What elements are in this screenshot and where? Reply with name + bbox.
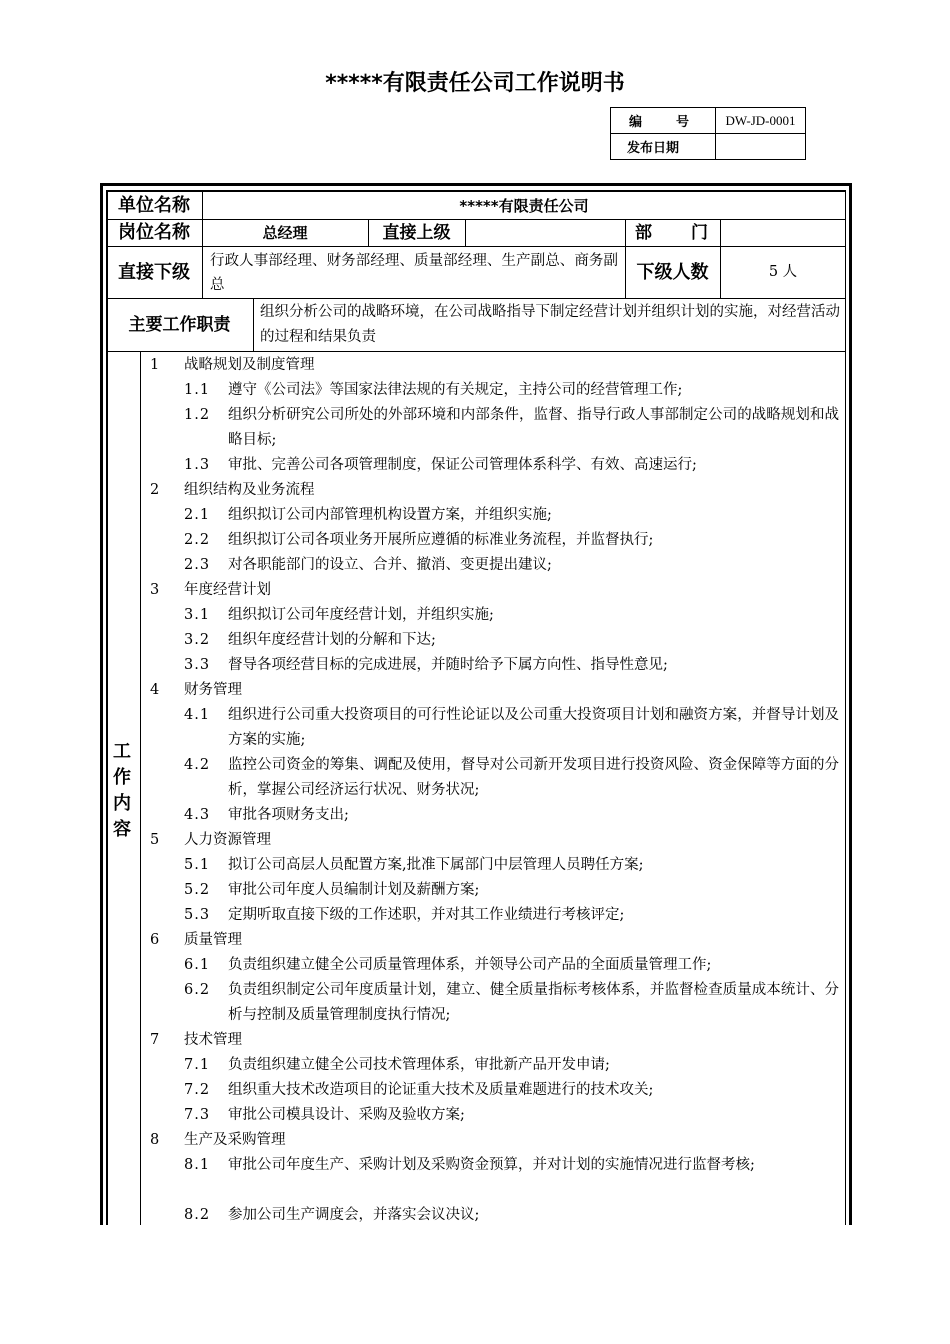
list-item: 3.3 督导各项经营目标的完成进展，并随时给予下属方向性、指导性意见; — [184, 657, 668, 673]
release-date-value — [716, 134, 806, 160]
number-value: DW-JD-0001 — [716, 108, 806, 134]
section-heading: 8 生产及采购管理 — [150, 1132, 286, 1148]
subordinate-count-value: 5 人 — [768, 264, 798, 280]
list-item: 4.2 监控公司资金的筹集、调配及使用，督导对公司新开发项目进行投资风险、资金保障等方面的分析，掌握公司经济运行状况、财务状况; — [184, 757, 839, 798]
list-item: 3.1 组织拟订公司年度经营计划，并组织实施; — [184, 607, 494, 623]
unit-name-label: 单位名称 — [118, 195, 190, 216]
list-item: 5.1 拟订公司高层人员配置方案,批准下属部门中层管理人员聘任方案; — [184, 857, 644, 873]
list-item: 1.1 遵守《公司法》等国家法律法规的有关规定，主持公司的经营管理工作; — [184, 382, 683, 398]
list-item: 1.3 审批、完善公司各项管理制度，保证公司管理体系科学、有效、高速运行; — [184, 457, 697, 473]
list-item: 2.3 对各职能部门的设立、合并、撤消、变更提出建议; — [184, 557, 552, 573]
list-item: 7.2 组织重大技术改造项目的论证重大技术及质量难题进行的技术攻关; — [184, 1082, 654, 1098]
direct-subordinate-label: 直接下级 — [118, 262, 190, 283]
work-content-label: 工 作 内 容 — [113, 741, 131, 840]
post-name-label: 岗位名称 — [118, 222, 190, 243]
list-item: 4.1 组织进行公司重大投资项目的可行性论证以及公司重大投资项目计划和融资方案，并督导计划及方案的实施; — [184, 707, 839, 748]
main-duty-value: 组织分析公司的战略环境，在公司战略指导下制定经营计划并组织计划的实施，对经营活动的过程和结果负责 — [260, 304, 840, 345]
list-item: 5.3 定期听取直接下级的工作述职，并对其工作业绩进行考核评定; — [184, 907, 625, 923]
direct-superior-value — [465, 220, 625, 246]
direct-subordinate-value: 行政人事部经理、财务部经理、质量部经理、生产副总、商务副总 — [210, 253, 618, 293]
list-item: 2.1 组织拟订公司内部管理机构设置方案，并组织实施; — [184, 507, 552, 523]
section-heading: 4 财务管理 — [150, 682, 242, 698]
list-item: 6.1 负责组织建立健全公司质量管理体系，并领导公司产品的全面质量管理工作; — [184, 957, 712, 973]
section-heading: 7 技术管理 — [150, 1032, 242, 1048]
department-label: 部 门 — [635, 223, 708, 243]
section-heading: 5 人力资源管理 — [150, 832, 271, 848]
section-heading: 1 战略规划及制度管理 — [150, 357, 315, 373]
number-label: 编 号 — [611, 108, 716, 134]
list-item: 4.3 审批各项财务支出; — [184, 807, 349, 823]
subordinate-count-label: 下级人数 — [636, 262, 709, 283]
list-item: 8.2 参加公司生产调度会，并落实会议决议; — [184, 1207, 480, 1223]
list-item: 7.3 审批公司模具设计、采购及验收方案; — [184, 1107, 465, 1123]
document-title: *****有限责任公司工作说明书 — [325, 71, 625, 96]
post-name-value: 总经理 — [262, 224, 308, 242]
main-duty-label: 主要工作职责 — [128, 315, 231, 335]
list-item: 1.2 组织分析研究公司所处的外部环境和内部条件，监督、指导行政人事部制定公司的战略规划和战略目标; — [184, 407, 839, 448]
list-item: 6.2 负责组织制定公司年度质量计划，建立、健全质量指标考核体系，并监督检查质量成本统计、分析与控制及质量管理制度执行情况; — [184, 982, 839, 1023]
section-heading: 3 年度经营计划 — [150, 582, 271, 598]
unit-name-value: *****有限责任公司 — [459, 197, 589, 215]
list-item: 3.2 组织年度经营计划的分解和下达; — [184, 632, 436, 648]
list-item: 5.2 审批公司年度人员编制计划及薪酬方案; — [184, 882, 480, 898]
list-item: 8.1 审批公司年度生产、采购计划及采购资金预算，并对计划的实施情况进行监督考核; — [184, 1157, 755, 1173]
list-item: 2.2 组织拟订公司各项业务开展所应遵循的标准业务流程，并监督执行; — [184, 532, 654, 548]
direct-superior-label: 直接上级 — [382, 223, 451, 243]
department-value — [720, 220, 846, 246]
release-date-label: 发布日期 — [611, 134, 716, 160]
document-code-box — [610, 107, 806, 160]
section-heading: 2 组织结构及业务流程 — [150, 482, 315, 498]
list-item: 7.1 负责组织建立健全公司技术管理体系，审批新产品开发申请; — [184, 1057, 610, 1073]
section-heading: 6 质量管理 — [150, 932, 242, 948]
